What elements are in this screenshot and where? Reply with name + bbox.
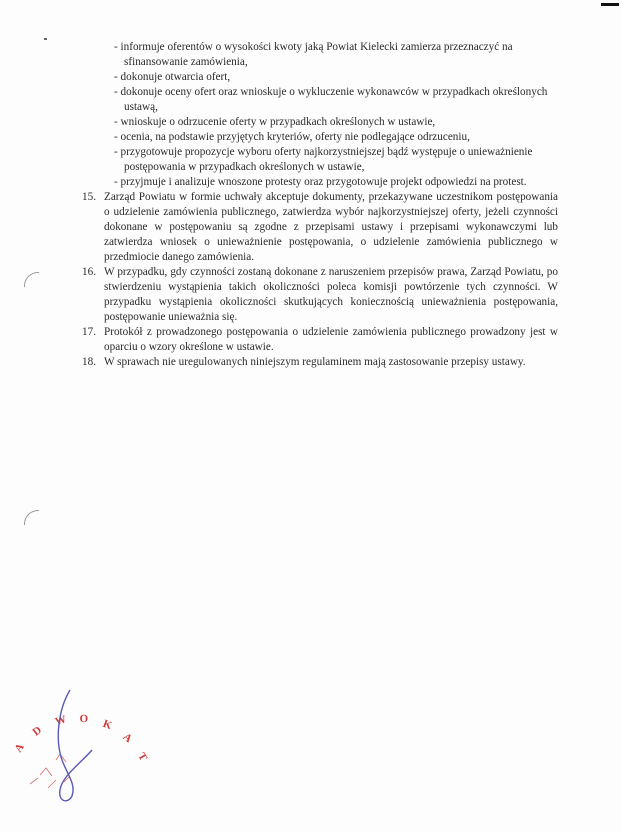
stamp-letter: W (53, 713, 68, 729)
item-text: Zarząd Powiatu w formie uchwały akceptuje dokumenty, przekazywane uczestnikom postępowania o udzielenie zamówienia publicznego, zatwierdza wybór najkorzystniejszej oferty, jeżeli czynności dokonane w postępowaniu są zgodne z przepisami ustawy i przepisami wykonawczymi lub zatwierdza wniosek o unieważnienie postępowania, o udzielenie zamówienia publicznego w przedmiocie danego zamówienia. (104, 191, 558, 263)
scan-corner-mark (601, 3, 619, 6)
punch-hole-mark (24, 272, 39, 287)
lawyer-stamp (0, 680, 150, 810)
bullet-item: - ocenia, na podstawie przyjętych kryteriów, oferty nie podlegające odrzuceniu, (114, 130, 558, 145)
item-number: 17. (82, 326, 96, 338)
item-text: W sprawach nie uregulowanych niniejszym regulaminem mają zastosowanie przepisy ustawy. (104, 356, 526, 368)
item-number: 18. (82, 356, 96, 368)
bullet-list (114, 40, 558, 190)
numbered-item (82, 325, 558, 355)
bullet-item: - dokonuje otwarcia ofert, (114, 70, 558, 85)
scan-speck (44, 38, 47, 40)
numbered-item (82, 265, 558, 325)
bullet-item: - przyjmuje i analizuje wnoszone protesty oraz przygotowuje projekt odpowiedzi na protest. (114, 175, 558, 190)
stamp-letter: T (135, 750, 150, 764)
stamp-letter: A (120, 730, 135, 746)
bullet-item: - przygotowuje propozycje wyboru oferty najkorzystniejszej bądź występuje o unieważnienie postępowania w przypadkach określonych w ustawie, (114, 145, 558, 175)
signature-mark (58, 690, 92, 801)
bullet-item: - wnioskuje o odrzucenie oferty w przypadkach określonych w ustawie, (114, 115, 558, 130)
item-text: W przypadku, gdy czynności zostaną dokonane z naruszeniem przepisów prawa, Zarząd Powiatu, po stwierdzeniu wystąpienia takich okoliczności poleca komisji powtórzenie tych czynności. W przypadku wystąpienia okoliczności skutkujących koniecznością unieważnienia postępowania, postępowanie unieważnia się. (104, 266, 558, 323)
item-number: 15. (82, 191, 96, 203)
bullet-item: - informuje oferentów o wysokości kwoty jaką Powiat Kielecki zamierza przeznaczyć na sfinansowanie zamówienia, (114, 40, 558, 70)
item-text: Protokół z prowadzonego postępowania o udzielenie zamówienia publicznego prowadzony jest w oparciu o wzory określone w ustawie. (104, 326, 558, 353)
stamp-letter: D (30, 724, 45, 739)
document-body (82, 40, 558, 370)
bullet-item: - dokonuje oceny ofert oraz wnioskuje o wykluczenie wykonawców w przypadkach określonych ustawą, (114, 85, 558, 115)
punch-hole-mark (24, 510, 39, 525)
stamp-letter: O (79, 713, 89, 726)
numbered-list (82, 190, 558, 370)
numbered-item (82, 190, 558, 265)
stamp-letter: A (12, 741, 27, 755)
item-number: 16. (82, 266, 96, 278)
stamp-letter: K (101, 717, 114, 733)
numbered-item (82, 355, 558, 370)
